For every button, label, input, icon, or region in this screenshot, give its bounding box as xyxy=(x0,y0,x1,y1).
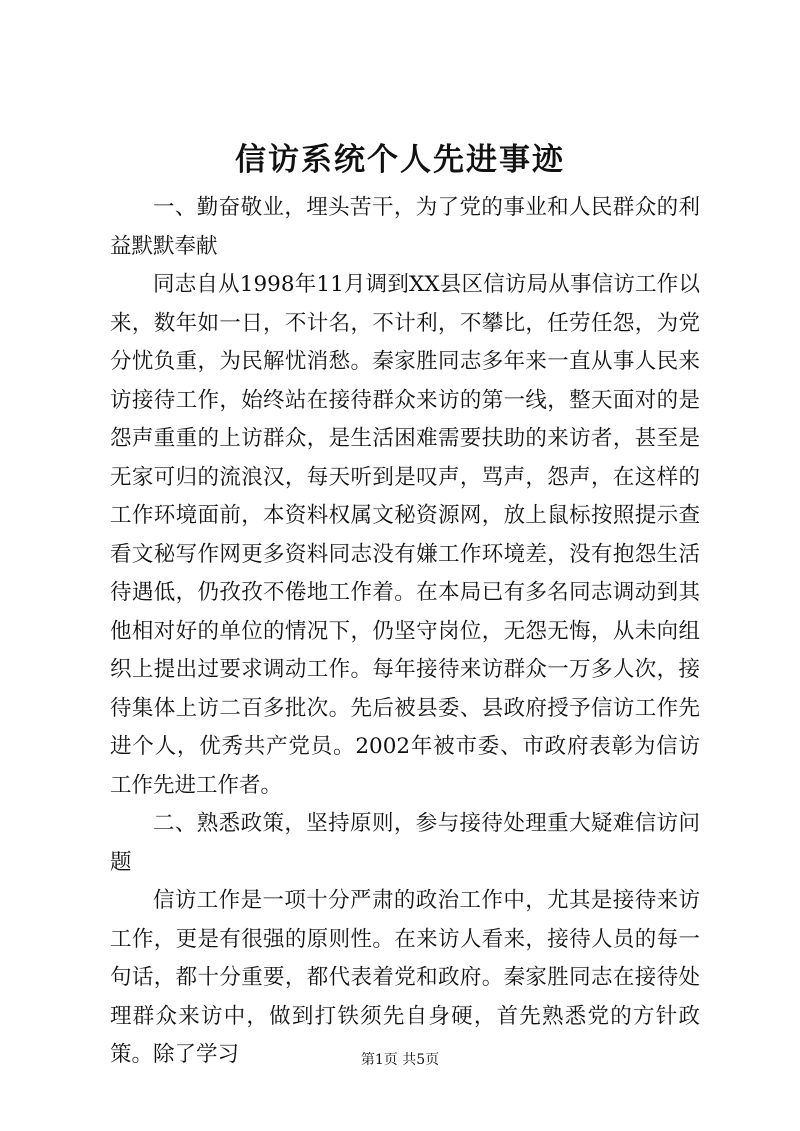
document-body xyxy=(110,189,700,1075)
section-heading-2: 二、熟悉政策，坚持原则，参与接待处理重大疑难信访问题 xyxy=(110,811,700,875)
page-footer: 第1页 共5页 xyxy=(360,1052,440,1068)
document-title: 信访系统个人先进事迹 xyxy=(235,142,565,178)
paragraph-2: 信访工作是一项十分严肃的政治工作中，尤其是接待来访工作，更是有很强的原则性。在来访人看来，接待人员的每一句话，都十分重要，都代表着党和政府。秦家胜同志在接待处理群众来访中，做到打铁须先自身硬，首先熟悉党的方针政策。除了学习 xyxy=(110,888,700,1067)
paragraph-1: 同志自从1998年11月调到XX县区信访局从事信访工作以来，数年如一日，不计名，不计利，不攀比，任劳任怨，为党分忧负重，为民解忧消愁。秦家胜同志多年来一直从事人民来访接待工作，始终站在接待群众来访的第一线，整天面对的是怨声重重的上访群众，是生活困难需要扶助的来访者，甚至是无家可归的流浪汉，每天听到是叹声，骂声，怨声，在这样的工作环境面前，本资料权属文秘资源网，放上鼠标按照提示查看文秘写作网更多资料同志没有嫌工作环境差，没有抱怨生活待遇低，仍孜孜不倦地工作着。在本局已有多名同志调动到其他相对好的单位的情况下，仍坚守岗位，无怨无悔，从未向组织上提出过要求调动工作。每年接待来访群众一万多人次，接待集体上访二百多批次。先后被县委、县政府授予信访工作先进个人，优秀共产党员。2002年被市委、市政府表彰为信访工作先进工作者。 xyxy=(110,272,700,798)
section-heading-1: 一、勤奋敬业，埋头苦干，为了党的事业和人民群众的利益默默奉献 xyxy=(110,195,700,259)
